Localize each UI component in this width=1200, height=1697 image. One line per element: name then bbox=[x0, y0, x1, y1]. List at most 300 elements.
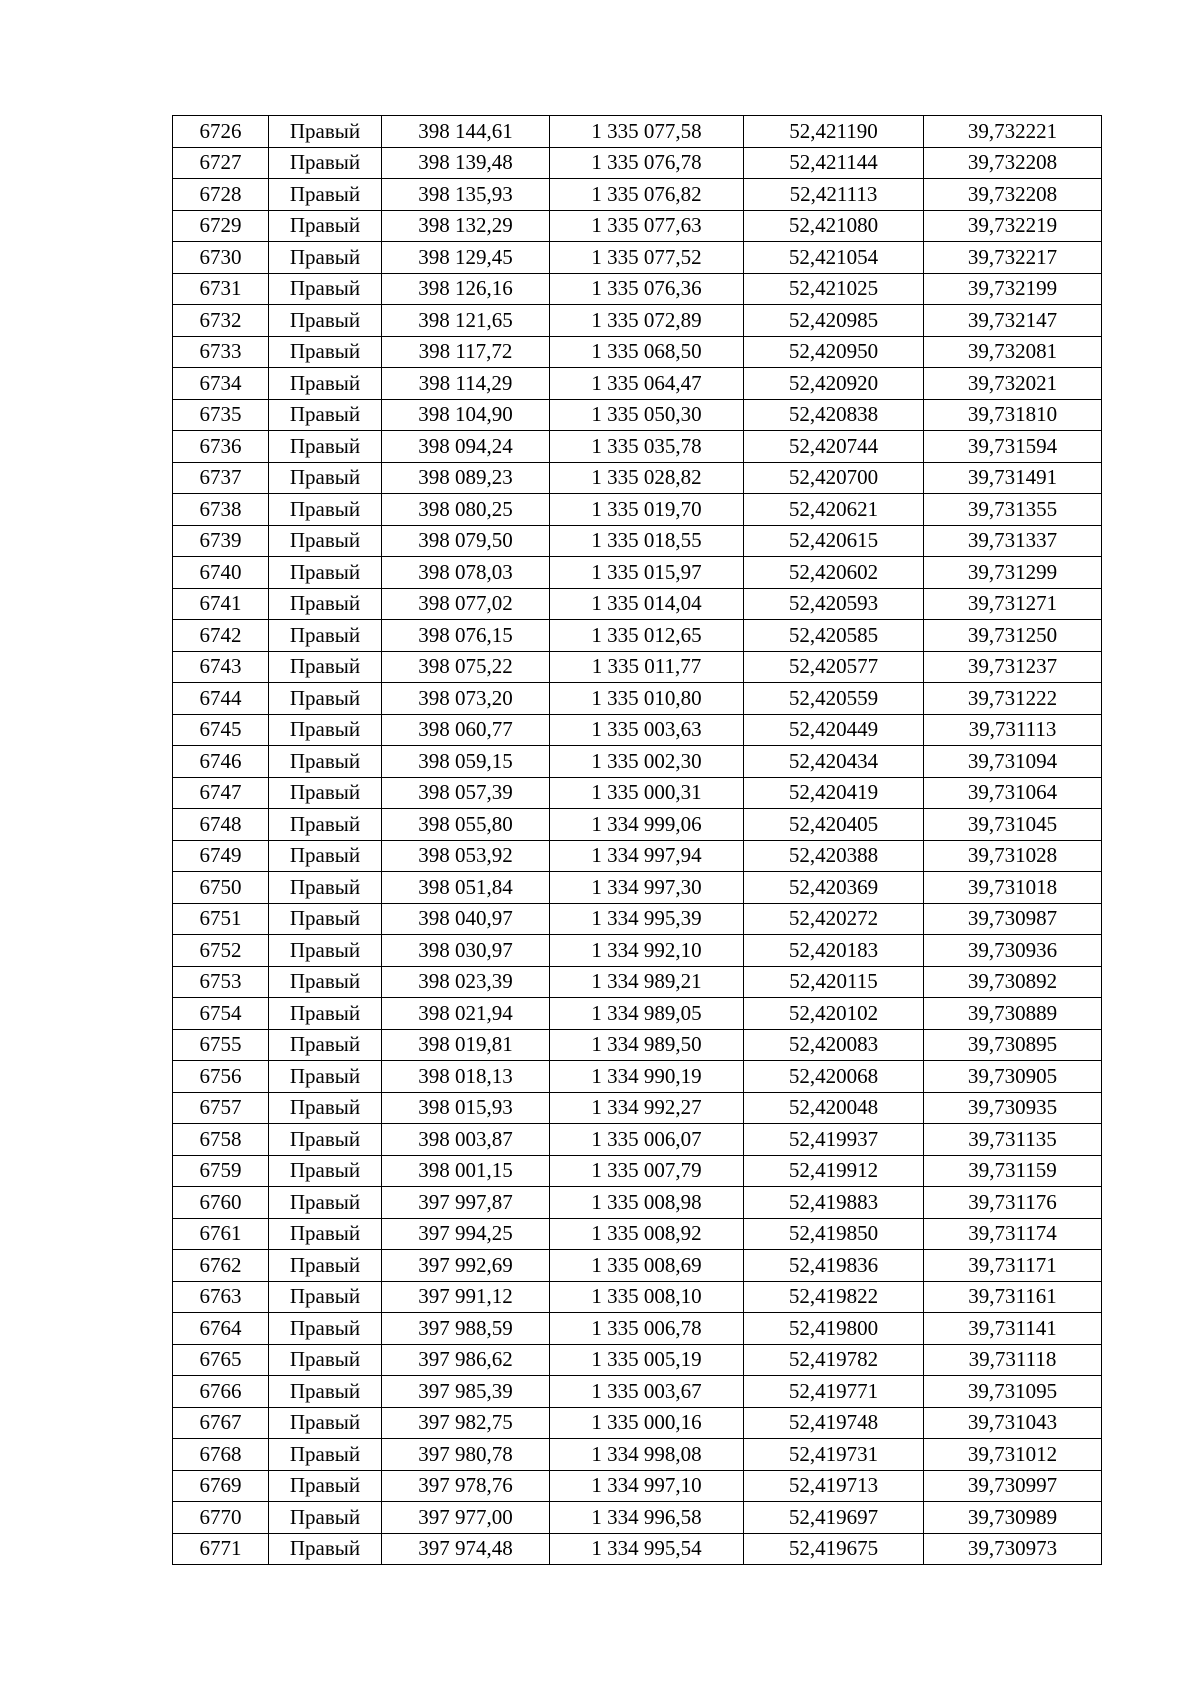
longitude-cell: 39,731250 bbox=[924, 620, 1102, 652]
table-row bbox=[173, 273, 1102, 305]
latitude-cell: 52,420621 bbox=[744, 494, 924, 526]
latitude-cell: 52,419675 bbox=[744, 1533, 924, 1565]
y-coordinate-cell: 1 335 008,69 bbox=[550, 1250, 744, 1282]
point-number-cell: 6745 bbox=[173, 714, 269, 746]
y-coordinate-cell: 1 334 989,50 bbox=[550, 1029, 744, 1061]
point-number-cell: 6758 bbox=[173, 1124, 269, 1156]
longitude-cell: 39,731118 bbox=[924, 1344, 1102, 1376]
bank-side-cell: Правый bbox=[269, 368, 382, 400]
table-row bbox=[173, 1218, 1102, 1250]
longitude-cell: 39,732081 bbox=[924, 336, 1102, 368]
y-coordinate-cell: 1 335 005,19 bbox=[550, 1344, 744, 1376]
y-coordinate-cell: 1 335 072,89 bbox=[550, 305, 744, 337]
longitude-cell: 39,730905 bbox=[924, 1061, 1102, 1093]
point-number-cell: 6727 bbox=[173, 147, 269, 179]
point-number-cell: 6751 bbox=[173, 903, 269, 935]
bank-side-cell: Правый bbox=[269, 431, 382, 463]
longitude-cell: 39,731095 bbox=[924, 1376, 1102, 1408]
bank-side-cell: Правый bbox=[269, 1281, 382, 1313]
point-number-cell: 6734 bbox=[173, 368, 269, 400]
y-coordinate-cell: 1 335 076,82 bbox=[550, 179, 744, 211]
coordinate-table bbox=[172, 115, 1102, 1565]
point-number-cell: 6739 bbox=[173, 525, 269, 557]
longitude-cell: 39,732199 bbox=[924, 273, 1102, 305]
point-number-cell: 6735 bbox=[173, 399, 269, 431]
x-coordinate-cell: 397 997,87 bbox=[382, 1187, 550, 1219]
latitude-cell: 52,420920 bbox=[744, 368, 924, 400]
bank-side-cell: Правый bbox=[269, 935, 382, 967]
table-row bbox=[173, 1124, 1102, 1156]
latitude-cell: 52,420388 bbox=[744, 840, 924, 872]
bank-side-cell: Правый bbox=[269, 998, 382, 1030]
latitude-cell: 52,420083 bbox=[744, 1029, 924, 1061]
table-row bbox=[173, 903, 1102, 935]
table-row bbox=[173, 1502, 1102, 1534]
bank-side-cell: Правый bbox=[269, 903, 382, 935]
y-coordinate-cell: 1 335 064,47 bbox=[550, 368, 744, 400]
table-row bbox=[173, 1376, 1102, 1408]
longitude-cell: 39,730892 bbox=[924, 966, 1102, 998]
table-row bbox=[173, 1061, 1102, 1093]
x-coordinate-cell: 398 040,97 bbox=[382, 903, 550, 935]
longitude-cell: 39,731028 bbox=[924, 840, 1102, 872]
point-number-cell: 6733 bbox=[173, 336, 269, 368]
longitude-cell: 39,730895 bbox=[924, 1029, 1102, 1061]
latitude-cell: 52,420102 bbox=[744, 998, 924, 1030]
point-number-cell: 6756 bbox=[173, 1061, 269, 1093]
point-number-cell: 6732 bbox=[173, 305, 269, 337]
bank-side-cell: Правый bbox=[269, 273, 382, 305]
longitude-cell: 39,730936 bbox=[924, 935, 1102, 967]
table-row bbox=[173, 588, 1102, 620]
table-row bbox=[173, 399, 1102, 431]
table-row bbox=[173, 179, 1102, 211]
x-coordinate-cell: 398 018,13 bbox=[382, 1061, 550, 1093]
y-coordinate-cell: 1 334 992,27 bbox=[550, 1092, 744, 1124]
x-coordinate-cell: 398 129,45 bbox=[382, 242, 550, 274]
table-row bbox=[173, 525, 1102, 557]
latitude-cell: 52,420950 bbox=[744, 336, 924, 368]
point-number-cell: 6740 bbox=[173, 557, 269, 589]
longitude-cell: 39,731045 bbox=[924, 809, 1102, 841]
x-coordinate-cell: 398 117,72 bbox=[382, 336, 550, 368]
bank-side-cell: Правый bbox=[269, 147, 382, 179]
table-row bbox=[173, 1281, 1102, 1313]
point-number-cell: 6763 bbox=[173, 1281, 269, 1313]
latitude-cell: 52,419782 bbox=[744, 1344, 924, 1376]
latitude-cell: 52,419697 bbox=[744, 1502, 924, 1534]
longitude-cell: 39,732147 bbox=[924, 305, 1102, 337]
latitude-cell: 52,421025 bbox=[744, 273, 924, 305]
x-coordinate-cell: 398 057,39 bbox=[382, 777, 550, 809]
longitude-cell: 39,732219 bbox=[924, 210, 1102, 242]
latitude-cell: 52,420068 bbox=[744, 1061, 924, 1093]
latitude-cell: 52,421144 bbox=[744, 147, 924, 179]
y-coordinate-cell: 1 334 992,10 bbox=[550, 935, 744, 967]
x-coordinate-cell: 398 104,90 bbox=[382, 399, 550, 431]
bank-side-cell: Правый bbox=[269, 1376, 382, 1408]
table-row bbox=[173, 242, 1102, 274]
table-row bbox=[173, 998, 1102, 1030]
longitude-cell: 39,731174 bbox=[924, 1218, 1102, 1250]
point-number-cell: 6738 bbox=[173, 494, 269, 526]
point-number-cell: 6749 bbox=[173, 840, 269, 872]
latitude-cell: 52,419937 bbox=[744, 1124, 924, 1156]
point-number-cell: 6731 bbox=[173, 273, 269, 305]
point-number-cell: 6726 bbox=[173, 116, 269, 148]
longitude-cell: 39,730989 bbox=[924, 1502, 1102, 1534]
x-coordinate-cell: 398 075,22 bbox=[382, 651, 550, 683]
y-coordinate-cell: 1 335 076,78 bbox=[550, 147, 744, 179]
x-coordinate-cell: 397 974,48 bbox=[382, 1533, 550, 1565]
y-coordinate-cell: 1 334 998,08 bbox=[550, 1439, 744, 1471]
longitude-cell: 39,731043 bbox=[924, 1407, 1102, 1439]
y-coordinate-cell: 1 334 997,30 bbox=[550, 872, 744, 904]
longitude-cell: 39,732221 bbox=[924, 116, 1102, 148]
longitude-cell: 39,731159 bbox=[924, 1155, 1102, 1187]
y-coordinate-cell: 1 335 068,50 bbox=[550, 336, 744, 368]
y-coordinate-cell: 1 334 995,54 bbox=[550, 1533, 744, 1565]
y-coordinate-cell: 1 335 008,98 bbox=[550, 1187, 744, 1219]
bank-side-cell: Правый bbox=[269, 809, 382, 841]
latitude-cell: 52,421080 bbox=[744, 210, 924, 242]
y-coordinate-cell: 1 334 990,19 bbox=[550, 1061, 744, 1093]
x-coordinate-cell: 398 078,03 bbox=[382, 557, 550, 589]
x-coordinate-cell: 398 080,25 bbox=[382, 494, 550, 526]
point-number-cell: 6746 bbox=[173, 746, 269, 778]
y-coordinate-cell: 1 335 000,16 bbox=[550, 1407, 744, 1439]
longitude-cell: 39,730997 bbox=[924, 1470, 1102, 1502]
bank-side-cell: Правый bbox=[269, 777, 382, 809]
point-number-cell: 6771 bbox=[173, 1533, 269, 1565]
bank-side-cell: Правый bbox=[269, 683, 382, 715]
point-number-cell: 6762 bbox=[173, 1250, 269, 1282]
bank-side-cell: Правый bbox=[269, 336, 382, 368]
longitude-cell: 39,731237 bbox=[924, 651, 1102, 683]
y-coordinate-cell: 1 335 028,82 bbox=[550, 462, 744, 494]
x-coordinate-cell: 397 994,25 bbox=[382, 1218, 550, 1250]
table-row bbox=[173, 1470, 1102, 1502]
point-number-cell: 6742 bbox=[173, 620, 269, 652]
y-coordinate-cell: 1 335 007,79 bbox=[550, 1155, 744, 1187]
y-coordinate-cell: 1 335 076,36 bbox=[550, 273, 744, 305]
table-row bbox=[173, 1407, 1102, 1439]
bank-side-cell: Правый bbox=[269, 1187, 382, 1219]
x-coordinate-cell: 398 089,23 bbox=[382, 462, 550, 494]
point-number-cell: 6766 bbox=[173, 1376, 269, 1408]
table-row bbox=[173, 777, 1102, 809]
x-coordinate-cell: 397 982,75 bbox=[382, 1407, 550, 1439]
y-coordinate-cell: 1 335 000,31 bbox=[550, 777, 744, 809]
x-coordinate-cell: 398 003,87 bbox=[382, 1124, 550, 1156]
point-number-cell: 6770 bbox=[173, 1502, 269, 1534]
latitude-cell: 52,420419 bbox=[744, 777, 924, 809]
x-coordinate-cell: 398 114,29 bbox=[382, 368, 550, 400]
table-row bbox=[173, 620, 1102, 652]
point-number-cell: 6728 bbox=[173, 179, 269, 211]
y-coordinate-cell: 1 335 003,63 bbox=[550, 714, 744, 746]
point-number-cell: 6743 bbox=[173, 651, 269, 683]
table-row bbox=[173, 1533, 1102, 1565]
longitude-cell: 39,731171 bbox=[924, 1250, 1102, 1282]
y-coordinate-cell: 1 334 997,94 bbox=[550, 840, 744, 872]
x-coordinate-cell: 398 019,81 bbox=[382, 1029, 550, 1061]
y-coordinate-cell: 1 335 012,65 bbox=[550, 620, 744, 652]
latitude-cell: 52,420434 bbox=[744, 746, 924, 778]
x-coordinate-cell: 398 076,15 bbox=[382, 620, 550, 652]
longitude-cell: 39,731135 bbox=[924, 1124, 1102, 1156]
point-number-cell: 6759 bbox=[173, 1155, 269, 1187]
y-coordinate-cell: 1 335 011,77 bbox=[550, 651, 744, 683]
latitude-cell: 52,420272 bbox=[744, 903, 924, 935]
latitude-cell: 52,420577 bbox=[744, 651, 924, 683]
x-coordinate-cell: 397 988,59 bbox=[382, 1313, 550, 1345]
y-coordinate-cell: 1 335 002,30 bbox=[550, 746, 744, 778]
bank-side-cell: Правый bbox=[269, 840, 382, 872]
latitude-cell: 52,419771 bbox=[744, 1376, 924, 1408]
point-number-cell: 6767 bbox=[173, 1407, 269, 1439]
table-row bbox=[173, 1250, 1102, 1282]
x-coordinate-cell: 397 986,62 bbox=[382, 1344, 550, 1376]
y-coordinate-cell: 1 335 035,78 bbox=[550, 431, 744, 463]
longitude-cell: 39,730935 bbox=[924, 1092, 1102, 1124]
bank-side-cell: Правый bbox=[269, 242, 382, 274]
latitude-cell: 52,420449 bbox=[744, 714, 924, 746]
point-number-cell: 6736 bbox=[173, 431, 269, 463]
table-row bbox=[173, 714, 1102, 746]
bank-side-cell: Правый bbox=[269, 525, 382, 557]
x-coordinate-cell: 397 980,78 bbox=[382, 1439, 550, 1471]
x-coordinate-cell: 397 985,39 bbox=[382, 1376, 550, 1408]
bank-side-cell: Правый bbox=[269, 1407, 382, 1439]
y-coordinate-cell: 1 335 003,67 bbox=[550, 1376, 744, 1408]
bank-side-cell: Правый bbox=[269, 620, 382, 652]
x-coordinate-cell: 397 991,12 bbox=[382, 1281, 550, 1313]
table-row bbox=[173, 1029, 1102, 1061]
latitude-cell: 52,419800 bbox=[744, 1313, 924, 1345]
bank-side-cell: Правый bbox=[269, 1439, 382, 1471]
table-row bbox=[173, 966, 1102, 998]
longitude-cell: 39,730889 bbox=[924, 998, 1102, 1030]
x-coordinate-cell: 397 992,69 bbox=[382, 1250, 550, 1282]
longitude-cell: 39,732208 bbox=[924, 179, 1102, 211]
latitude-cell: 52,419731 bbox=[744, 1439, 924, 1471]
point-number-cell: 6757 bbox=[173, 1092, 269, 1124]
point-number-cell: 6765 bbox=[173, 1344, 269, 1376]
table-row bbox=[173, 840, 1102, 872]
latitude-cell: 52,420405 bbox=[744, 809, 924, 841]
longitude-cell: 39,731018 bbox=[924, 872, 1102, 904]
x-coordinate-cell: 398 094,24 bbox=[382, 431, 550, 463]
point-number-cell: 6729 bbox=[173, 210, 269, 242]
bank-side-cell: Правый bbox=[269, 116, 382, 148]
longitude-cell: 39,731299 bbox=[924, 557, 1102, 589]
y-coordinate-cell: 1 334 999,06 bbox=[550, 809, 744, 841]
x-coordinate-cell: 398 079,50 bbox=[382, 525, 550, 557]
table-row bbox=[173, 1155, 1102, 1187]
latitude-cell: 52,420585 bbox=[744, 620, 924, 652]
bank-side-cell: Правый bbox=[269, 966, 382, 998]
y-coordinate-cell: 1 334 989,21 bbox=[550, 966, 744, 998]
longitude-cell: 39,731337 bbox=[924, 525, 1102, 557]
latitude-cell: 52,419748 bbox=[744, 1407, 924, 1439]
table-row bbox=[173, 147, 1102, 179]
bank-side-cell: Правый bbox=[269, 1061, 382, 1093]
point-number-cell: 6744 bbox=[173, 683, 269, 715]
bank-side-cell: Правый bbox=[269, 1250, 382, 1282]
bank-side-cell: Правый bbox=[269, 210, 382, 242]
table-row bbox=[173, 746, 1102, 778]
x-coordinate-cell: 398 053,92 bbox=[382, 840, 550, 872]
bank-side-cell: Правый bbox=[269, 1218, 382, 1250]
y-coordinate-cell: 1 334 996,58 bbox=[550, 1502, 744, 1534]
point-number-cell: 6741 bbox=[173, 588, 269, 620]
bank-side-cell: Правый bbox=[269, 462, 382, 494]
table-row bbox=[173, 935, 1102, 967]
x-coordinate-cell: 398 121,65 bbox=[382, 305, 550, 337]
latitude-cell: 52,419912 bbox=[744, 1155, 924, 1187]
bank-side-cell: Правый bbox=[269, 714, 382, 746]
y-coordinate-cell: 1 335 019,70 bbox=[550, 494, 744, 526]
table-row bbox=[173, 683, 1102, 715]
bank-side-cell: Правый bbox=[269, 1092, 382, 1124]
point-number-cell: 6730 bbox=[173, 242, 269, 274]
table-row bbox=[173, 368, 1102, 400]
bank-side-cell: Правый bbox=[269, 1155, 382, 1187]
x-coordinate-cell: 398 144,61 bbox=[382, 116, 550, 148]
table-row bbox=[173, 1187, 1102, 1219]
x-coordinate-cell: 397 978,76 bbox=[382, 1470, 550, 1502]
latitude-cell: 52,419822 bbox=[744, 1281, 924, 1313]
latitude-cell: 52,420602 bbox=[744, 557, 924, 589]
longitude-cell: 39,732208 bbox=[924, 147, 1102, 179]
point-number-cell: 6752 bbox=[173, 935, 269, 967]
point-number-cell: 6755 bbox=[173, 1029, 269, 1061]
bank-side-cell: Правый bbox=[269, 1533, 382, 1565]
x-coordinate-cell: 398 077,02 bbox=[382, 588, 550, 620]
table-row bbox=[173, 557, 1102, 589]
latitude-cell: 52,420048 bbox=[744, 1092, 924, 1124]
table-row bbox=[173, 462, 1102, 494]
x-coordinate-cell: 398 021,94 bbox=[382, 998, 550, 1030]
y-coordinate-cell: 1 335 008,92 bbox=[550, 1218, 744, 1250]
point-number-cell: 6753 bbox=[173, 966, 269, 998]
longitude-cell: 39,731271 bbox=[924, 588, 1102, 620]
table-row bbox=[173, 1092, 1102, 1124]
latitude-cell: 52,421054 bbox=[744, 242, 924, 274]
y-coordinate-cell: 1 335 077,63 bbox=[550, 210, 744, 242]
longitude-cell: 39,731810 bbox=[924, 399, 1102, 431]
y-coordinate-cell: 1 334 997,10 bbox=[550, 1470, 744, 1502]
table-row bbox=[173, 431, 1102, 463]
longitude-cell: 39,731094 bbox=[924, 746, 1102, 778]
x-coordinate-cell: 398 059,15 bbox=[382, 746, 550, 778]
y-coordinate-cell: 1 335 014,04 bbox=[550, 588, 744, 620]
y-coordinate-cell: 1 335 077,52 bbox=[550, 242, 744, 274]
latitude-cell: 52,421113 bbox=[744, 179, 924, 211]
table-row bbox=[173, 1344, 1102, 1376]
longitude-cell: 39,732021 bbox=[924, 368, 1102, 400]
table-row bbox=[173, 494, 1102, 526]
x-coordinate-cell: 398 132,29 bbox=[382, 210, 550, 242]
y-coordinate-cell: 1 334 995,39 bbox=[550, 903, 744, 935]
y-coordinate-cell: 1 335 008,10 bbox=[550, 1281, 744, 1313]
longitude-cell: 39,731176 bbox=[924, 1187, 1102, 1219]
table-row bbox=[173, 210, 1102, 242]
point-number-cell: 6768 bbox=[173, 1439, 269, 1471]
longitude-cell: 39,732217 bbox=[924, 242, 1102, 274]
x-coordinate-cell: 398 030,97 bbox=[382, 935, 550, 967]
longitude-cell: 39,731491 bbox=[924, 462, 1102, 494]
y-coordinate-cell: 1 334 989,05 bbox=[550, 998, 744, 1030]
latitude-cell: 52,420369 bbox=[744, 872, 924, 904]
y-coordinate-cell: 1 335 077,58 bbox=[550, 116, 744, 148]
longitude-cell: 39,731594 bbox=[924, 431, 1102, 463]
longitude-cell: 39,730987 bbox=[924, 903, 1102, 935]
y-coordinate-cell: 1 335 050,30 bbox=[550, 399, 744, 431]
latitude-cell: 52,419850 bbox=[744, 1218, 924, 1250]
bank-side-cell: Правый bbox=[269, 1502, 382, 1534]
table-row bbox=[173, 651, 1102, 683]
x-coordinate-cell: 398 060,77 bbox=[382, 714, 550, 746]
table-row bbox=[173, 1313, 1102, 1345]
latitude-cell: 52,421190 bbox=[744, 116, 924, 148]
latitude-cell: 52,420593 bbox=[744, 588, 924, 620]
y-coordinate-cell: 1 335 015,97 bbox=[550, 557, 744, 589]
point-number-cell: 6760 bbox=[173, 1187, 269, 1219]
bank-side-cell: Правый bbox=[269, 179, 382, 211]
x-coordinate-cell: 398 051,84 bbox=[382, 872, 550, 904]
bank-side-cell: Правый bbox=[269, 1313, 382, 1345]
longitude-cell: 39,731141 bbox=[924, 1313, 1102, 1345]
bank-side-cell: Правый bbox=[269, 1124, 382, 1156]
longitude-cell: 39,731161 bbox=[924, 1281, 1102, 1313]
point-number-cell: 6769 bbox=[173, 1470, 269, 1502]
longitude-cell: 39,731222 bbox=[924, 683, 1102, 715]
latitude-cell: 52,420838 bbox=[744, 399, 924, 431]
table-row bbox=[173, 116, 1102, 148]
longitude-cell: 39,730973 bbox=[924, 1533, 1102, 1565]
longitude-cell: 39,731012 bbox=[924, 1439, 1102, 1471]
x-coordinate-cell: 398 135,93 bbox=[382, 179, 550, 211]
latitude-cell: 52,420615 bbox=[744, 525, 924, 557]
x-coordinate-cell: 398 073,20 bbox=[382, 683, 550, 715]
latitude-cell: 52,419836 bbox=[744, 1250, 924, 1282]
x-coordinate-cell: 398 023,39 bbox=[382, 966, 550, 998]
bank-side-cell: Правый bbox=[269, 1029, 382, 1061]
y-coordinate-cell: 1 335 006,78 bbox=[550, 1313, 744, 1345]
bank-side-cell: Правый bbox=[269, 588, 382, 620]
point-number-cell: 6754 bbox=[173, 998, 269, 1030]
x-coordinate-cell: 398 126,16 bbox=[382, 273, 550, 305]
point-number-cell: 6761 bbox=[173, 1218, 269, 1250]
x-coordinate-cell: 398 015,93 bbox=[382, 1092, 550, 1124]
point-number-cell: 6764 bbox=[173, 1313, 269, 1345]
bank-side-cell: Правый bbox=[269, 494, 382, 526]
bank-side-cell: Правый bbox=[269, 1470, 382, 1502]
y-coordinate-cell: 1 335 006,07 bbox=[550, 1124, 744, 1156]
point-number-cell: 6737 bbox=[173, 462, 269, 494]
longitude-cell: 39,731113 bbox=[924, 714, 1102, 746]
latitude-cell: 52,420115 bbox=[744, 966, 924, 998]
point-number-cell: 6750 bbox=[173, 872, 269, 904]
latitude-cell: 52,419883 bbox=[744, 1187, 924, 1219]
latitude-cell: 52,420700 bbox=[744, 462, 924, 494]
y-coordinate-cell: 1 335 010,80 bbox=[550, 683, 744, 715]
latitude-cell: 52,420559 bbox=[744, 683, 924, 715]
longitude-cell: 39,731355 bbox=[924, 494, 1102, 526]
y-coordinate-cell: 1 335 018,55 bbox=[550, 525, 744, 557]
